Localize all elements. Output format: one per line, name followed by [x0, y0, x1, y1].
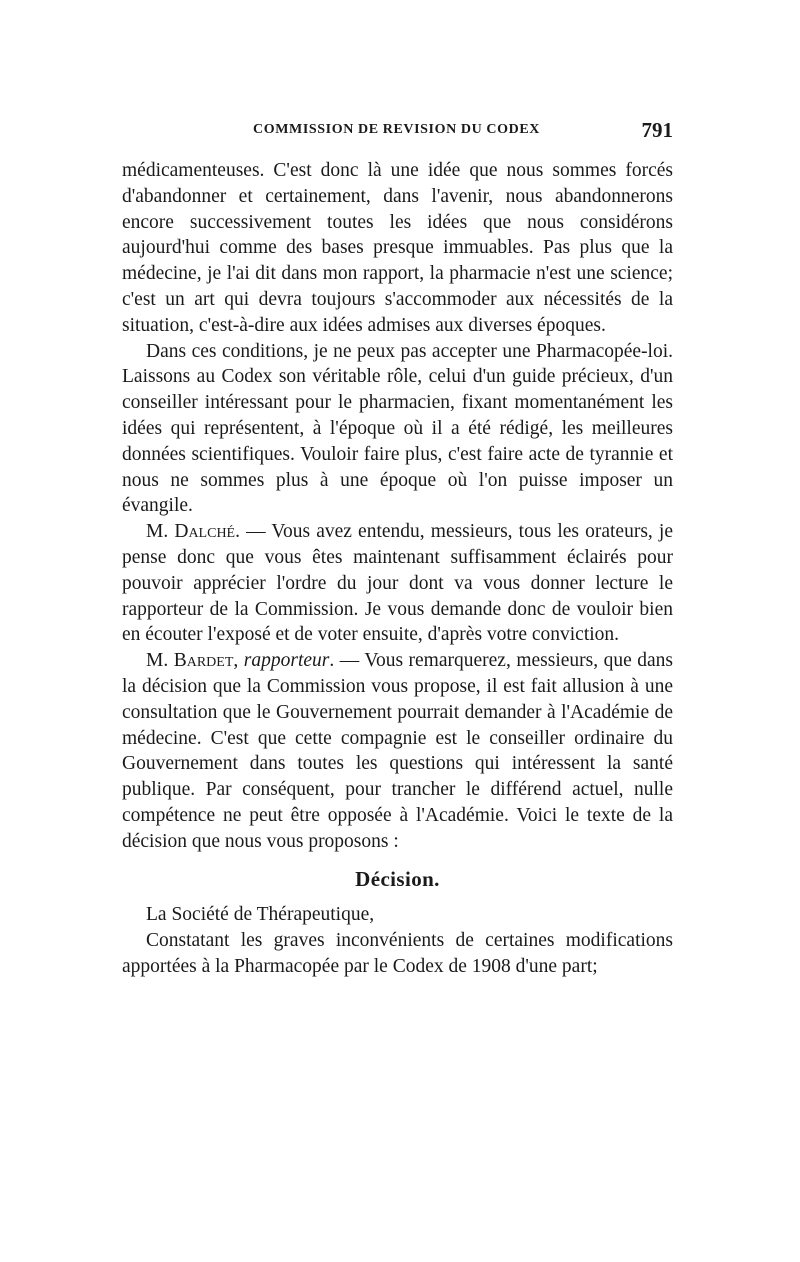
body-text: [122, 158, 673, 980]
section-heading: Décision.: [355, 866, 440, 891]
speaker-name: Bardet: [173, 650, 234, 672]
paragraph: médicamenteuses. C'est donc là une idée que nous sommes forcés d'abandonner et certainement, dans l'avenir, nous abandonnerons encore successivement toutes les idées que nous considérons aujourd'hui comme des bases presque immuables. Pas plus que la médecine, je l'ai dit dans mon rapport, la pharmacie n'est une science; c'est un art qui devra toujours s'accommoder aux nécessités de la situation, c'est-à-dire aux idées admises aux diverses époques.: [122, 160, 673, 336]
decision-paragraph: La Société de Thérapeutique,: [146, 904, 375, 926]
speaker-role: rapporteur: [243, 650, 330, 672]
speaker-text: . — Vous remarquerez, messieurs, que dans la décision que la Commission vous propose, il est fait allusion à une consultation que le Gouvernement pourrait demander à l'Académie de médecine. C'est que cette compagnie est le conseiller ordinaire du Gouvernement dans toutes les questions qui intéressent la santé publique. Par conséquent, pour trancher le différend actuel, nulle compétence ne peut être opposée à l'Académie. Voici le texte de la décision que nous vous proposons :: [122, 650, 673, 852]
running-head: [120, 118, 673, 148]
paragraph: Dans ces conditions, je ne peux pas accepter une Pharmacopée-loi. Laissons au Codex son véritable rôle, celui d'un guide précieux, d'un conseiller intéressant pour le pharmacien, fixant momentanément les idées qui représentent, à l'époque où il a été rédigé, les meilleures données scientifiques. Vouloir faire plus, c'est faire acte de tyrannie et nous ne sommes plus à une époque où l'on puisse imposer un évangile.: [122, 340, 673, 517]
running-title: COMMISSION DE REVISION DU CODEX: [253, 122, 540, 137]
speaker-prefix: M.: [146, 521, 169, 543]
speaker-name: Dalché: [174, 521, 236, 543]
decision-paragraph: Constatant les graves inconvénients de certaines modifications apportées à la Pharmacopée par le Codex de 1908 d'une part;: [122, 930, 673, 977]
speaker-paragraph: [122, 519, 673, 648]
speaker-text: . — Vous avez entendu, messieurs, tous les orateurs, je pense donc que vous êtes maintenant suffisamment éclairés pour pouvoir apprécier l'ordre du jour dont va vous donner lecture le rapporteur de la Commission. Je vous demande donc de vouloir bien en écouter l'exposé et de voter ensuite, d'après votre conviction.: [122, 521, 674, 646]
page-number: 791: [641, 118, 673, 142]
speaker-prefix: M.: [146, 650, 169, 672]
speaker-paragraph: M. Bardet, rapporteur. — Vous remarquerez, messieurs, que dans la décision que la Commission vous propose, il est fait allusion à une consultation que le Gouvernement pourrait demander à l'Académie de médecine. C'est que cette compagnie est le conseiller ordinaire du Gouvernement dans toutes les questions qui intéressent la santé publique. Par conséquent, pour trancher le différend actuel, nulle compétence ne peut être opposée à l'Académie. Voici le texte de la décision que nous vous proposons :: [122, 650, 673, 852]
